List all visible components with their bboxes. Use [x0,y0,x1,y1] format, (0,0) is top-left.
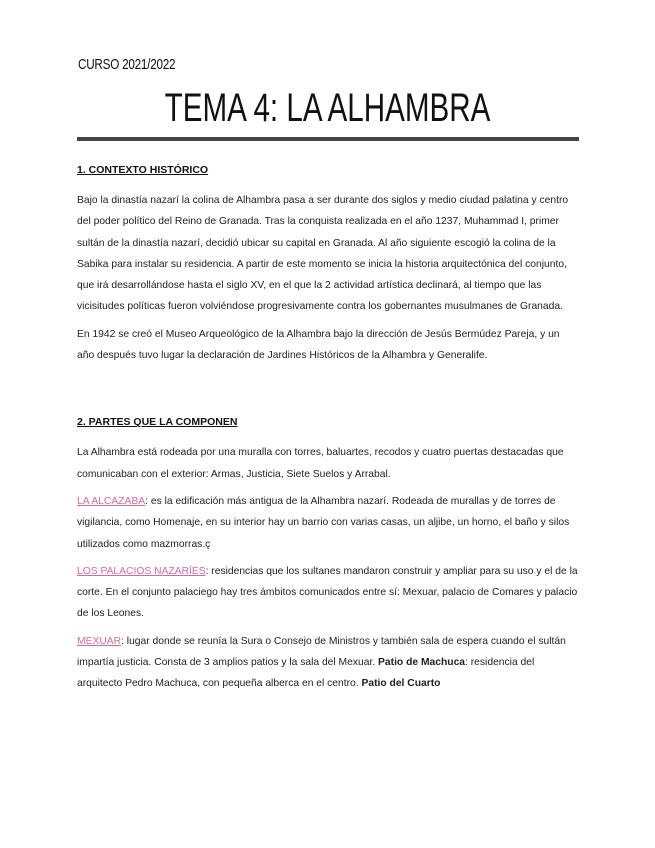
alcazaba-text: : es la edificación más antigua de la Alhambra nazarí. Rodeada de murallas y de torres de vigilancia, como Homenaje, en su interior hay un barrio con varias casas, un aljibe, un horno, el baño y silos utilizados como mazmorras.ç [77,495,570,550]
paragraph-contexto-2: En 1942 se creó el Museo Arqueológico de la Alhambra bajo la dirección de Jesús Bermúdez Pareja, y un año después tuvo lugar la declaración de Jardines Históricos de la Alhambra y Generalife. [77,328,560,362]
alcazaba-label: LA ALCAZABA [77,495,146,507]
document-body [77,156,579,695]
cuarto-label: Patio del Cuarto [361,678,441,690]
paragraph-mexuar [77,631,579,695]
palacios-label: LOS PALACIOS NAZARÍES [77,565,206,577]
paragraph-partes-intro: La Alhambra está rodeada por una muralla con torres, baluartes, recodos y cuatro puertas destacadas que comunicaban con el exterior: Armas, Justicia, Siete Suelos y Arrabal. [77,447,564,480]
machuca-label: Patio de Machuca [378,657,466,669]
paragraph-contexto-1: Bajo la dinastía nazarí la colina de Alhambra pasa a ser durante dos siglos y medio ciudad palatina y centro del poder político del Reino de Granada. Tras la conquista realizada en el año 1237, Muhammad I, primer sultán de la dinastía nazarí, decidió ubicar su capital en Granada. Al año siguiente escogió la colina de la Sabika para instalar su residencia. A partir de este momento se inicia la historia arquitectónica del conjunto, que irá desarrollándose hasta el siglo XV, en el que la 2 actividad artística declinará, al tiempo que las vicisitudes políticas fueron volviéndose progresivamente contra los gobernantes musulmanes de Granada. [77,195,569,313]
title-divider [77,137,579,141]
machuca-text: : residencia del arquitecto Pedro Machuca, con pequeña alberca en el centro. [77,657,535,690]
page-title: TEMA 4: LA ALHAMBRA [164,86,491,130]
section-heading-partes: 2. PARTES QUE LA COMPONEN [77,416,238,429]
mexuar-text: : lugar donde se reunía la Sura o Consejo de Ministros y también sala de espera cuando el sultán impartía justicia. Consta de 3 amplios patios y la sala del Mexuar. [77,635,566,669]
paragraph-alcazaba [77,491,579,555]
paragraph-palacios [77,561,579,625]
palacios-text: : residencias que los sultanes mandaron construir y ampliar para su uso y el de la corte. En el conjunto palaciego hay tres ámbitos comunicados entre sí: Mexuar, palacio de Comares y palacio de los Leones. [77,565,578,620]
mexuar-label: MEXUAR [77,635,122,647]
section-heading-contexto: 1. CONTEXTO HISTÓRICO [77,164,209,176]
course-label: CURSO 2021/2022 [78,56,176,73]
